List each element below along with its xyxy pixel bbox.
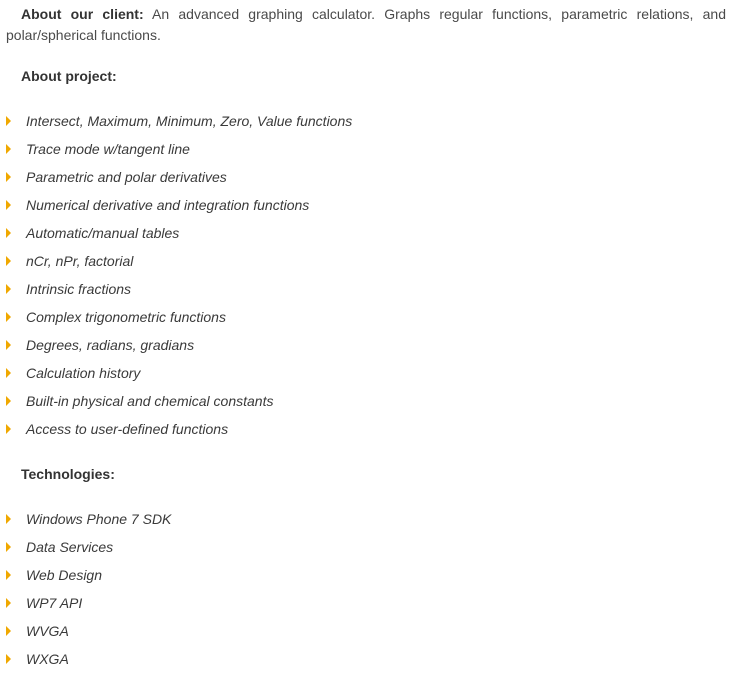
technologies-list bbox=[0, 505, 171, 673]
list-item-label: Intersect, Maximum, Minimum, Zero, Value functions bbox=[26, 113, 353, 129]
bullet-arrow-icon bbox=[6, 116, 11, 126]
bullet-arrow-icon bbox=[6, 340, 11, 350]
project-heading: About project: bbox=[21, 68, 117, 84]
list-item-label: Access to user-defined functions bbox=[26, 421, 229, 437]
bullet-arrow-icon bbox=[6, 228, 11, 238]
list-item bbox=[0, 561, 171, 589]
list-item bbox=[0, 163, 352, 191]
bullet-arrow-icon bbox=[6, 424, 11, 434]
client-description bbox=[6, 4, 726, 46]
list-item bbox=[0, 617, 171, 645]
list-item-label: Windows Phone 7 SDK bbox=[26, 511, 172, 527]
bullet-arrow-icon bbox=[6, 396, 11, 406]
list-item-label: Intrinsic fractions bbox=[26, 281, 132, 297]
list-item bbox=[0, 219, 352, 247]
bullet-arrow-icon bbox=[6, 144, 11, 154]
list-item bbox=[0, 191, 352, 219]
technologies-heading: Technologies: bbox=[21, 466, 115, 482]
list-item-label: Calculation history bbox=[26, 365, 141, 381]
list-item bbox=[0, 303, 352, 331]
list-item bbox=[0, 589, 171, 617]
list-item-label: Numerical derivative and integration functions bbox=[26, 197, 310, 213]
list-item-label: Web Design bbox=[26, 567, 103, 583]
bullet-arrow-icon bbox=[6, 654, 11, 664]
list-item-label: Parametric and polar derivatives bbox=[26, 169, 227, 185]
list-item bbox=[0, 533, 171, 561]
client-label: About our client: bbox=[21, 6, 144, 22]
bullet-arrow-icon bbox=[6, 312, 11, 322]
list-item bbox=[0, 247, 352, 275]
list-item bbox=[0, 645, 171, 673]
bullet-arrow-icon bbox=[6, 256, 11, 266]
list-item-label: WP7 API bbox=[26, 595, 83, 611]
bullet-arrow-icon bbox=[6, 598, 11, 608]
bullet-arrow-icon bbox=[6, 200, 11, 210]
client-text: An advanced graphing calculator. Graphs regular functions, parametric relations, and polar/spherical functions. bbox=[6, 6, 726, 43]
bullet-arrow-icon bbox=[6, 284, 11, 294]
list-item bbox=[0, 505, 171, 533]
bullet-arrow-icon bbox=[6, 368, 11, 378]
list-item bbox=[0, 275, 352, 303]
bullet-arrow-icon bbox=[6, 542, 11, 552]
bullet-arrow-icon bbox=[6, 514, 11, 524]
bullet-arrow-icon bbox=[6, 626, 11, 636]
list-item-label: Data Services bbox=[26, 539, 114, 555]
bullet-arrow-icon bbox=[6, 570, 11, 580]
list-item-label: Built-in physical and chemical constants bbox=[26, 393, 274, 409]
list-item bbox=[0, 387, 352, 415]
list-item-label: Degrees, radians, gradians bbox=[26, 337, 195, 353]
list-item-label: WXGA bbox=[26, 651, 69, 667]
project-feature-list bbox=[0, 107, 352, 443]
list-item bbox=[0, 359, 352, 387]
list-item-label: Trace mode w/tangent line bbox=[26, 141, 190, 157]
list-item bbox=[0, 135, 352, 163]
list-item bbox=[0, 107, 352, 135]
list-item bbox=[0, 415, 352, 443]
list-item-label: Automatic/manual tables bbox=[26, 225, 180, 241]
bullet-arrow-icon bbox=[6, 172, 11, 182]
list-item bbox=[0, 331, 352, 359]
list-item-label: Complex trigonometric functions bbox=[26, 309, 226, 325]
list-item-label: nCr, nPr, factorial bbox=[26, 253, 134, 269]
list-item-label: WVGA bbox=[26, 623, 69, 639]
